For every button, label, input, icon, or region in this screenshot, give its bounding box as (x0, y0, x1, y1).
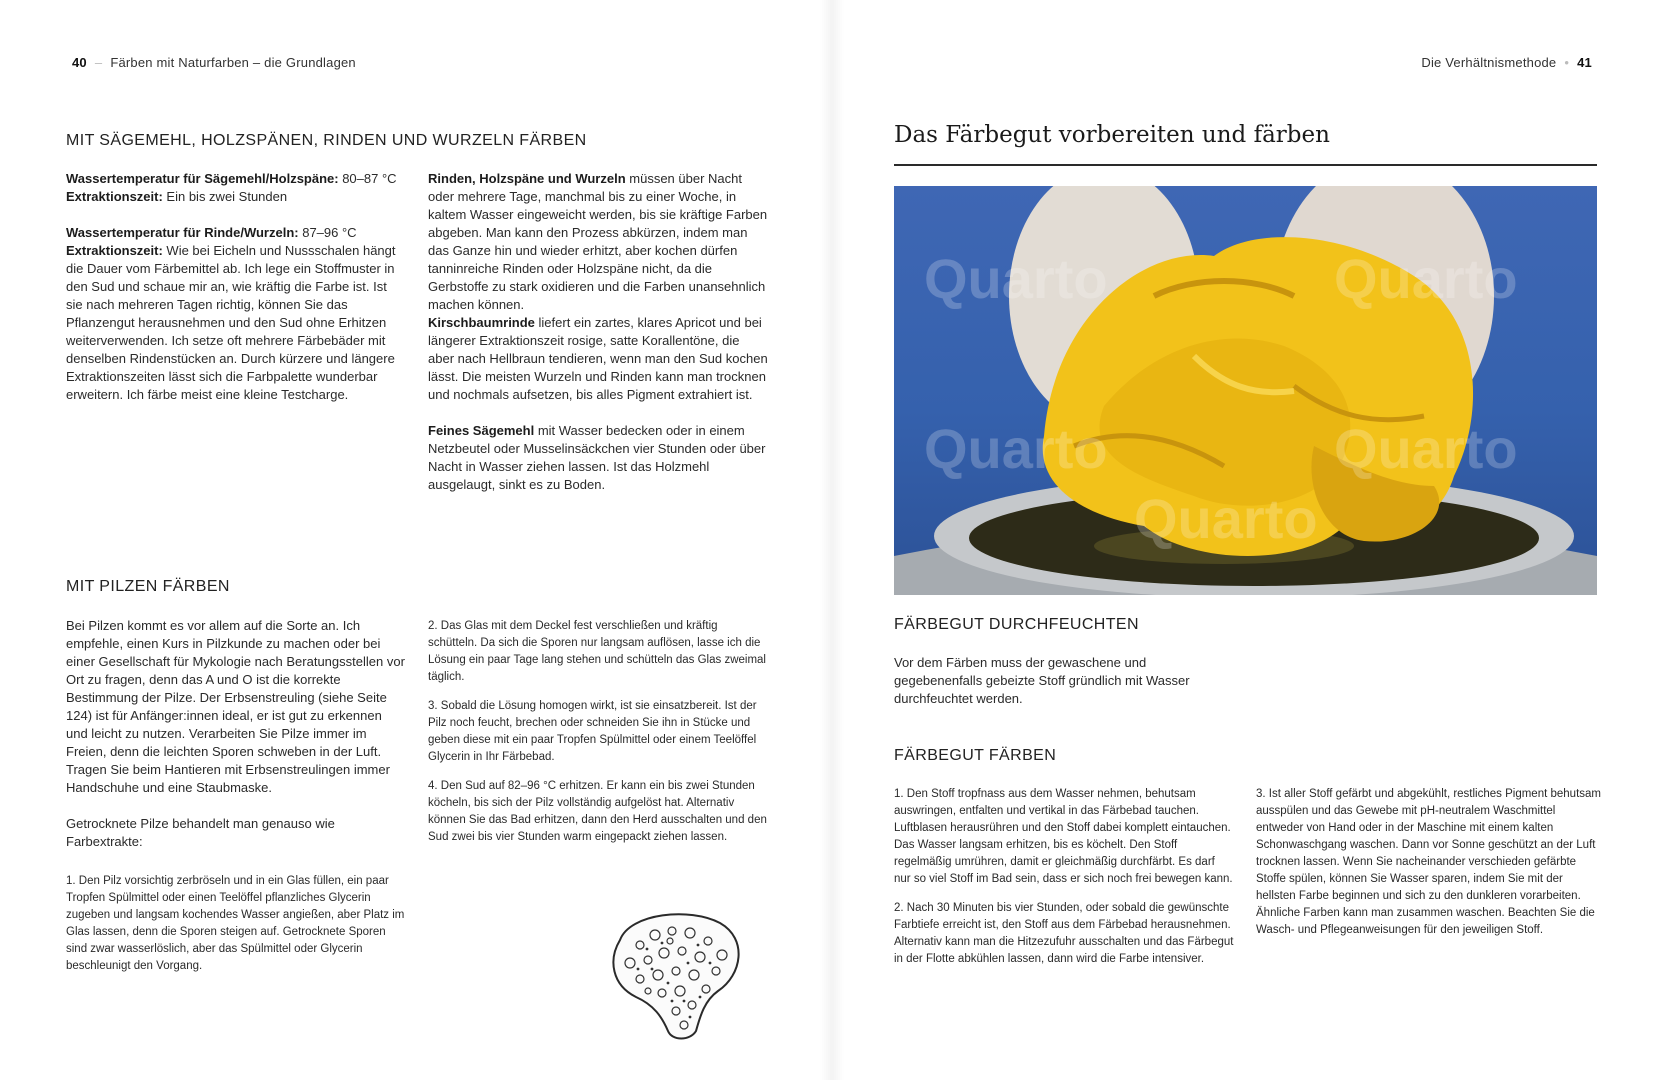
label: Extraktionszeit: (66, 243, 163, 258)
step-1: 1. Den Stoff tropfnass aus dem Wasser nehmen, behutsam auswringen, entfalten und vertikal in das Färbebad tauchen. Luftblasen herausrühren und den Stoff dabei komplett eintauchen. Das Wasser langsam erhitzen, bis es köchelt. Den Stoff regelmäßig umrühren, damit er gleichmäßig durchfärbt. Es darf nur so viel Stoff im Bad sein, dass er sich noch frei bewegen kann. (894, 788, 1233, 885)
running-head-right: Die Verhältnismethode • 41 (1421, 55, 1592, 70)
body-text: mit Wasser bedecken oder in einem Netzbeutel oder Musselinsäckchen vier Stunden oder über Nacht in Wasser ziehen lassen. Ist das Holzmehl ausgelaugt, sinkt es zu Boden. (428, 423, 766, 492)
moisten-text: Vor dem Färben muss der gewaschene und gegebenenfalls gebeizte Stoff gründlich mit Wasser durchfeuchtet werden. (894, 655, 1190, 706)
mushroom-column-2 (428, 618, 768, 858)
step-2: 2. Nach 30 Minuten bis vier Stunden, oder sobald die gewünschte Farbtiefe erreicht ist, den Stoff aus dem Färbebad herausnehmen. Alternativ kann man die Hitzezufuhr ausschalten und das Färbegut in der Flotte abkühlen lassen, dann wird die Farbe intensiver. (894, 902, 1234, 965)
left-page (0, 0, 832, 1080)
running-head-left: 40 – Färben mit Naturfarben – die Grundlagen (72, 55, 356, 70)
puffball-mushroom-illustration (600, 905, 750, 1045)
label: Feines Sägemehl (428, 423, 535, 438)
paragraph: Getrocknete Pilze behandelt man genauso wie Farbextrakte: (66, 816, 335, 849)
chapter-title-right: Die Verhältnismethode (1421, 55, 1557, 70)
right-page (832, 0, 1665, 1080)
dye-column-2 (1256, 786, 1601, 951)
title-underline (894, 164, 1597, 166)
dye-column-1 (894, 786, 1234, 980)
label: Kirschbaumrinde (428, 315, 535, 330)
watermark: Quarto (1134, 487, 1318, 550)
watermark: Quarto (924, 417, 1108, 480)
section-heading-moisten: FÄRBEGUT DURCHFEUCHTEN (894, 616, 1139, 633)
page-number-right: 41 (1577, 55, 1592, 70)
paragraph: Bei Pilzen kommt es vor allem auf die Sorte an. Ich empfehle, einen Kurs in Pilzkunde zu machen oder bei einer Gesellschaft für Mykologie nach Beratungsstellen vor Ort zu fragen, denn das A und O ist die korrekte Bestimmung der Pilze. Der Erbsenstreuling (siehe Seite 124) ist für Anfänger:innen ideal, er ist gut zu erkennen und leicht zu nutzen. Verarbeiten Sie Pilze immer im Freien, denn die leichten Sporen schweben in der Luft. Tragen Sie beim Hantieren mit Erbsenstreulingen immer Handschuhe und eine Staubmaske. (66, 618, 405, 795)
step-1: 1. Den Pilz vorsichtig zerbröseln und in ein Glas füllen, ein paar Tropfen Spülmittel oder einen Teelöffel pflanzliches Glycerin zugeben und langsam kochendes Wasser angießen, aber Platz im Glas lassen, denn die Sporen steigen auf. Getrocknete Sporen sind zwar wasserlöslich, aber das Spülmittel oder Glycerin beschleunigt den Vorgang. (66, 875, 405, 972)
label: Wassertemperatur für Sägemehl/Holzspäne: (66, 171, 339, 186)
body-text: liefert ein zartes, klares Apricot und bei längerer Extraktionszeit rosige, satte Korallentöne, die aber nach Hellbraun tendieren, wenn man den Sud kochen lässt. Die meisten Wurzeln und Rinden kann man trocknen und nochmals aufsetzen, bis alles Pigment extrahiert ist. (428, 315, 768, 402)
value: 87–96 °C (298, 225, 357, 240)
chapter-title-left: Färben mit Naturfarben – die Grundlagen (110, 55, 356, 70)
mushroom-column-1 (66, 617, 406, 975)
label: Wassertemperatur für Rinde/Wurzeln: (66, 225, 299, 240)
paragraph (428, 422, 768, 494)
value: Ein bis zwei Stunden (162, 189, 288, 204)
dyeing-photo (894, 186, 1597, 595)
section-heading-wood: MIT SÄGEMEHL, HOLZSPÄNEN, RINDEN UND WURZELN FÄRBEN (66, 132, 587, 149)
section-heading-mushrooms: MIT PILZEN FÄRBEN (66, 578, 230, 595)
page-number-left: 40 (72, 55, 87, 70)
paragraph (66, 224, 406, 404)
label: Extraktionszeit: (66, 189, 163, 204)
section-heading-dye: FÄRBEGUT FÄRBEN (894, 747, 1057, 764)
paragraph (428, 170, 768, 314)
body-text: müssen über Nacht oder mehrere Tage, manchmal bis zu einer Woche, in kaltem Wasser eingeweicht werden, bis sie kräftige Farben abgeben. Man kann den Prozess abkürzen, indem man das Ganze hin und wieder erhitzt, aber kochen dürfen tanninreiche Rinden oder Holzspäne nicht, da die Gerbstoffe zu stark oxidieren und die Farben unansehnlich machen können. (428, 171, 768, 312)
watermark: Quarto (1334, 417, 1518, 480)
label: Rinden, Holzspäne und Wurzeln (428, 171, 626, 186)
paragraph (66, 170, 406, 206)
step-3: 3. Ist aller Stoff gefärbt und abgekühlt, restliches Pigment behutsam ausspülen und das Gewebe mit pH-neutralem Waschmittel entweder von Hand oder in der Maschine mit einem kalten Schonwaschgang waschen. Dann vor Sonne geschützt an der Luft trocknen lassen. Wenn Sie nacheinander verschieden gefärbte Stoffe spülen, können Sie Wasser sparen, indem Sie mit der hellsten Farbe beginnen und sich zu den dunkleren vorarbeiten. Ähnliche Farben kann man zusammen waschen. Beachten Sie die Wasch- und Pflegeanweisungen für den jeweiligen Stoff. (1256, 788, 1601, 936)
wood-column-1 (66, 170, 406, 422)
wood-column-2 (428, 170, 768, 512)
paragraph (428, 314, 768, 404)
watermark: Quarto (1334, 247, 1518, 310)
step-3: 3. Sobald die Lösung homogen wirkt, ist sie einsatzbereit. Ist der Pilz noch feucht, brechen oder schneiden Sie ihn in Stücke und geben diese mit ein paar Tropfen Spülmittel oder einem Teelöffel Glycerin in Ihr Färbebad. (428, 700, 757, 763)
step-2: 2. Das Glas mit dem Deckel fest verschließen und kräftig schütteln. Da sich die Sporen nur langsam auflösen, lasse ich die Lösung ein paar Tage lang stehen und schütteln das Glas zweimal täglich. (428, 620, 766, 683)
watermark: Quarto (924, 247, 1108, 310)
step-4: 4. Den Sud auf 82–96 °C erhitzen. Er kann ein bis zwei Stunden köcheln, bis sich der Pilz vollständig aufgelöst hat. Alternativ können Sie das Bad erhitzen, dann den Herd ausschalten und den Sud zwei bis vier Stunden warm eingepackt ziehen lassen. (428, 780, 767, 843)
value: 80–87 °C (338, 171, 397, 186)
page-title: Das Färbegut vorbereiten und färben (894, 122, 1330, 148)
body-text: Wie bei Eicheln und Nussschalen hängt die Dauer vom Färbemittel ab. Ich lege ein Stoffmuster in den Sud und schaue mir an, wie kräftig die Farbe ist. Ist sie nach mehreren Tagen richtig, können Sie das Pflanzengut herausnehmen und den Sud ohne Erhitzen weiterverwenden. Ich setze oft mehrere Färbebäder mit denselben Rindenstücken an. Durch kürzere und längere Extraktionszeiten lässt sich die Farbpalette wunderbar erweitern. Ich färbe meist eine kleine Testcharge. (66, 243, 396, 402)
